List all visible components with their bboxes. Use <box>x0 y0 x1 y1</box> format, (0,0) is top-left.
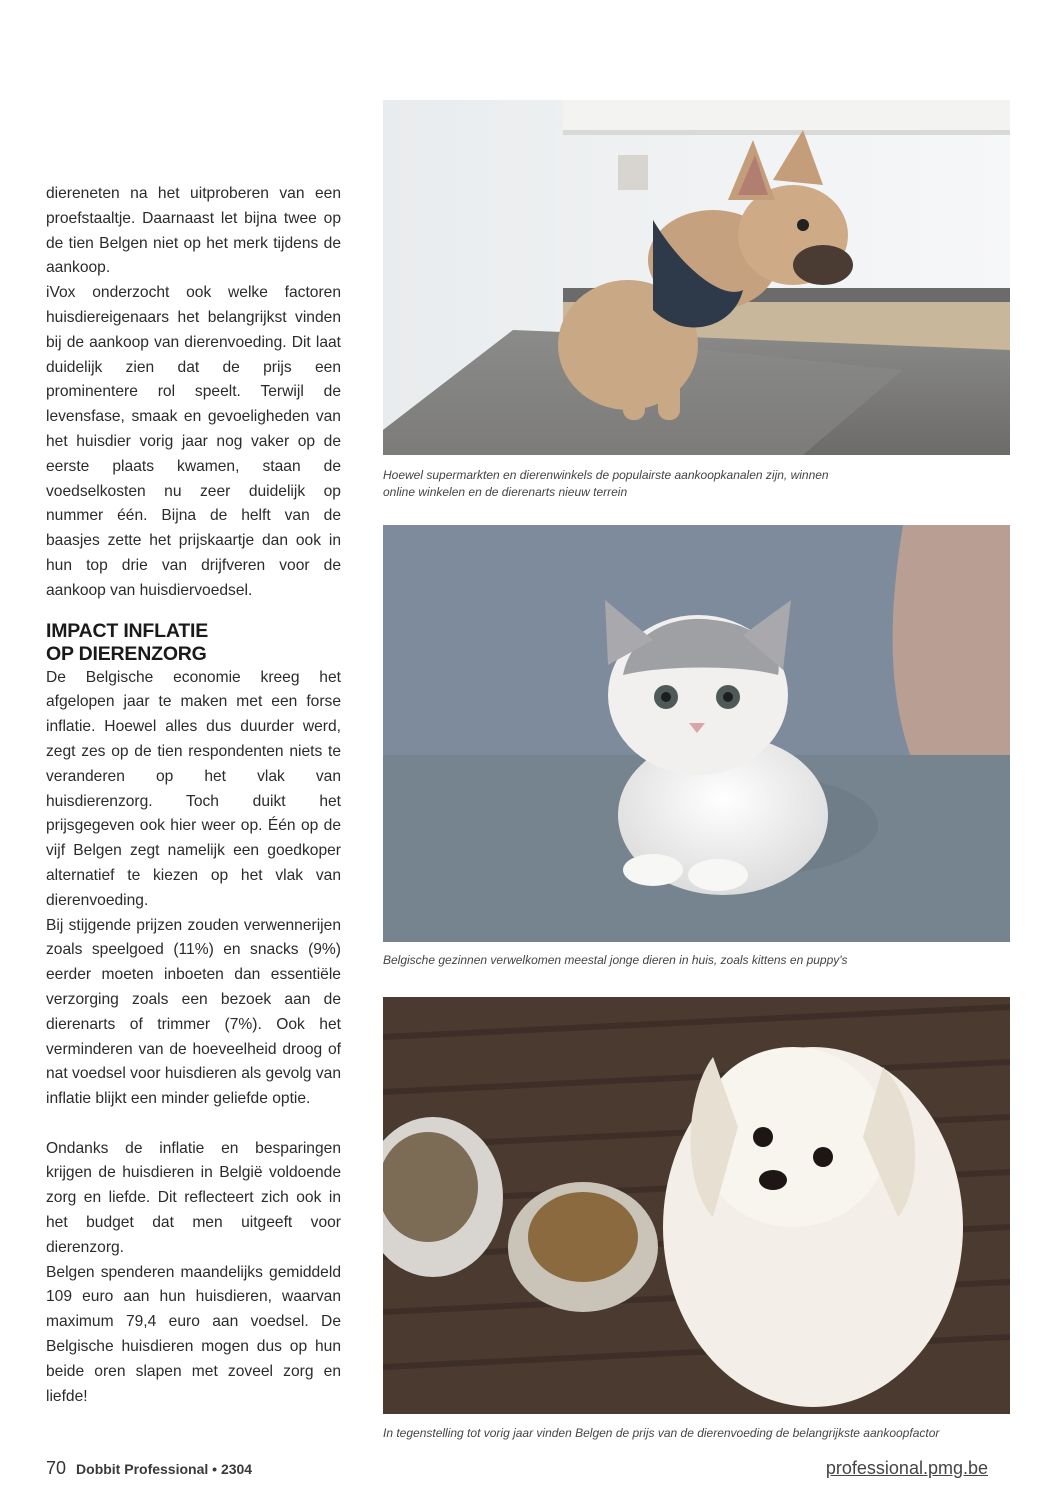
section-heading <box>46 620 341 666</box>
page-number: 70 <box>46 1458 67 1478</box>
article-body <box>46 182 341 1409</box>
caption-photo-2: Belgische gezinnen verwelkomen meestal jonge dieren in huis, zoals kittens en puppy's <box>383 953 848 967</box>
photo-french-bulldog <box>383 100 1010 455</box>
section-heading-line-1: IMPACT INFLATIE <box>46 619 209 642</box>
photo-white-dog-food <box>383 997 1010 1414</box>
publication-name: Dobbit Professional • 2304 <box>76 1461 253 1477</box>
article-paragraph-3: De Belgische economie kreeg het afgelopen jaar te maken met een forse inflatie. Hoewel alles dus duurder werd, zegt zes op de tien respondenten niets te veranderen op het vlak van huisdierenzorg. Toch duikt het prijsgegeven ook hier weer op. Één op de vijf Belgen zegt namelijk een goedkoper alternatief te kiezen op het vlak van dierenvoeding. <box>46 668 341 909</box>
article-paragraph-1: diereneten na het uitproberen van een proefstaaltje. Daarnaast let bijna twee op de tien Belgen niet op het merk tijdens de aankoop. <box>46 185 341 277</box>
caption-photo-3: In tegenstelling tot vorig jaar vinden Belgen de prijs van de dierenvoeding de belangrijkste aankoopfactor <box>383 1426 940 1440</box>
article-paragraph-2: iVox onderzocht ook welke factoren huisdiereigenaars het belangrijkst vinden bij de aankoop van dierenvoeding. Dit laat duidelijk zien dat de prijs een prominentere rol speelt. Terwijl de levensfase, smaak en gevoeligheden van het huisdier vorig jaar nog vaker op de eerste plaats kwamen, staan de voedselkosten nu zeer duidelijk op nummer één. Bijna de helft van de baasjes zette het prijskaartje dan ook in hun top drie van drijfveren voor de aankoop van huisdiervoedsel. <box>46 284 341 599</box>
footer-url-link[interactable]: professional.pmg.be <box>825 1458 988 1478</box>
article-paragraph-5: Ondanks de inflatie en besparingen krijgen de huisdieren in België voldoende zorg en liefde. Dit reflecteert zich ook in het budget dat men uitgeeft voor dierenzorg. <box>46 1139 341 1256</box>
photo-kitten <box>383 525 1010 942</box>
article-paragraph-4: Bij stijgende prijzen zouden verwennerijen zoals speelgoed (11%) en snacks (9%) eerder moeten inboeten dan essentiële verzorging zoals een bezoek aan de dierenarts of trimmer (7%). Ook het verminderen van de hoeveelheid droog of nat voedsel voor huisdieren als gevolg van inflatie blijkt een minder geliefde optie. <box>46 916 341 1108</box>
caption-photo-1: Hoewel supermarkten en dierenwinkels de populairste aankoopkanalen zijn, winnen online winkelen en de dierenarts nieuw terrein <box>383 468 829 499</box>
footer-publication <box>46 1458 252 1479</box>
section-heading-line-2: OP DIERENZORG <box>46 642 207 665</box>
article-paragraph-6: Belgen spenderen maandelijks gemiddeld 109 euro aan hun huisdieren, waarvan maximum 79,4 euro aan voedsel. De Belgische huisdieren mogen dus op hun beide oren slapen met zoveel zorg en liefde! <box>46 1263 341 1405</box>
paragraph-spacer <box>46 1112 341 1137</box>
